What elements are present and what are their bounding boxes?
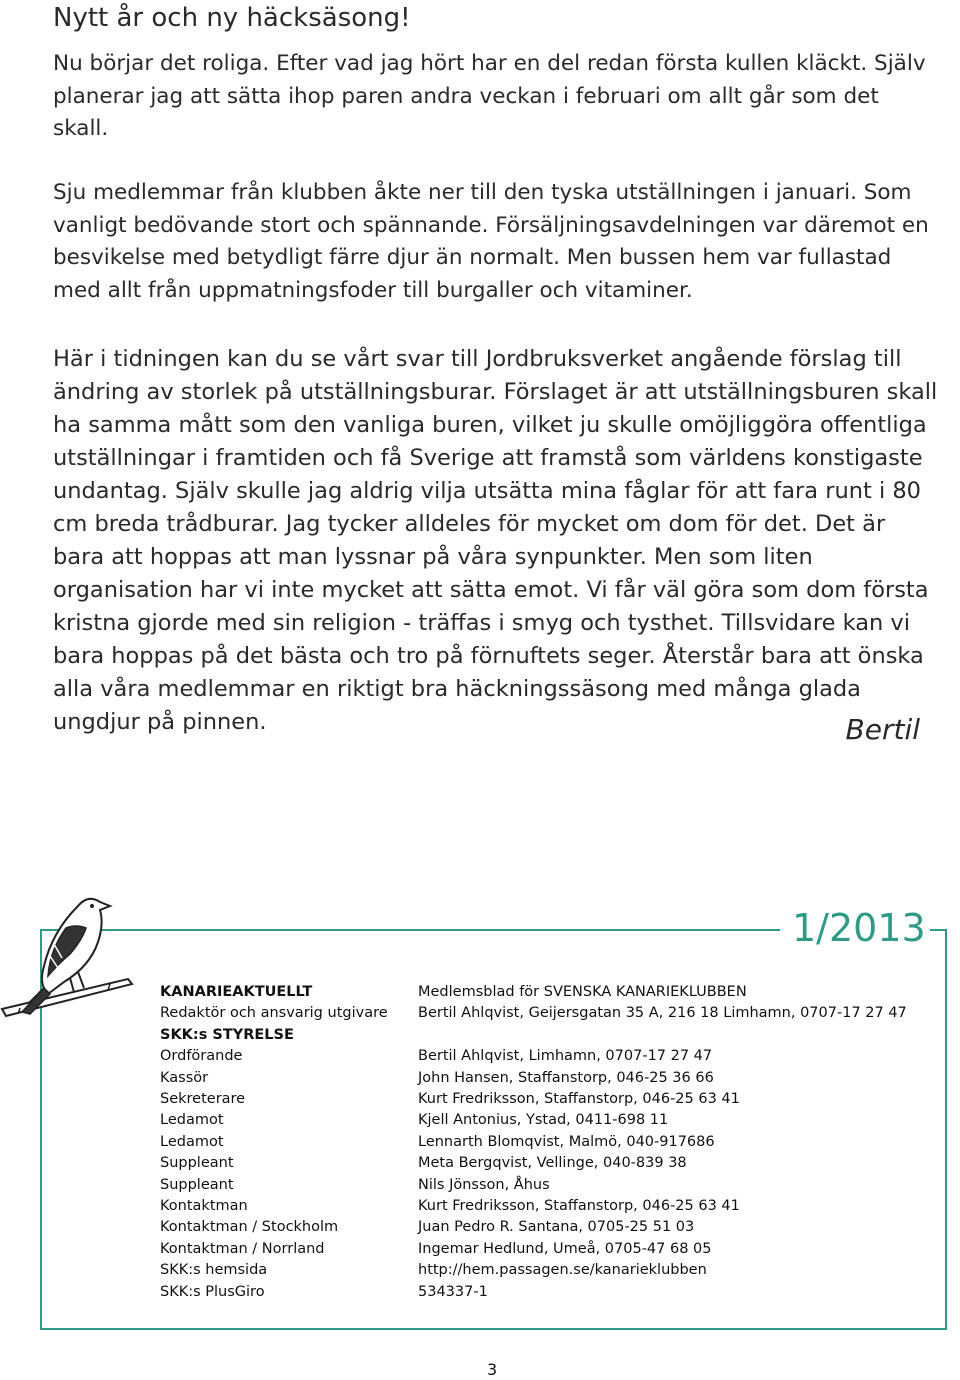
colophon-label: Kontaktman / Stockholm bbox=[160, 1219, 339, 1236]
colophon-row bbox=[160, 1132, 907, 1153]
colophon-row bbox=[160, 1110, 907, 1131]
colophon-row bbox=[160, 1003, 907, 1024]
paragraph-exhibition: Sju medlemmar från klubben åkte ner till den tyska utställningen i januari. Som vanligt bedövande stort och spännande. Försäljningsavdelningen var däremot en besvikelse med betydligt färre djur än normalt. Men bussen hem var fullastad med allt från uppmatningsfoder till burgaller och vitaminer. bbox=[53, 180, 929, 303]
colophon-label: Kontaktman bbox=[160, 1198, 248, 1215]
colophon-label: Kontaktman / Norrland bbox=[160, 1240, 325, 1257]
colophon-label: Sekreterare bbox=[160, 1091, 246, 1108]
colophon-label: Ledamot bbox=[160, 1133, 224, 1150]
colophon-value: Bertil Ahlqvist, Geijersgatan 35 A, 216 18 Limhamn, 0707-17 27 47 bbox=[418, 1005, 907, 1022]
colophon-value: Bertil Ahlqvist, Limhamn, 0707-17 27 47 bbox=[418, 1048, 713, 1065]
colophon-label: SKK:s STYRELSE bbox=[160, 1026, 294, 1043]
colophon-row bbox=[160, 982, 907, 1003]
colophon-row bbox=[160, 1046, 907, 1067]
colophon-row bbox=[160, 1260, 907, 1281]
colophon bbox=[160, 982, 907, 1303]
colophon-row bbox=[160, 1025, 907, 1046]
colophon-value: Medlemsblad för SVENSKA KANARIEKLUBBEN bbox=[418, 984, 747, 1000]
colophon-label: Redaktör och ansvarig utgivare bbox=[160, 1005, 388, 1022]
paragraph-intro: Nu börjar det roliga. Efter vad jag hört har en del redan första kullen kläckt. Själv planerar jag att sätta ihop paren andra veckan i februari om allt går som det skall. bbox=[53, 51, 926, 142]
colophon-value: Lennarth Blomqvist, Malmö, 040-917686 bbox=[418, 1133, 715, 1150]
colophon-row bbox=[160, 1068, 907, 1089]
page-title: Nytt år och ny häcksäsong! bbox=[53, 3, 411, 33]
colophon-label: Suppleant bbox=[160, 1176, 234, 1193]
colophon-row bbox=[160, 1196, 907, 1217]
canary-illustration-icon bbox=[0, 884, 140, 1024]
colophon-value: John Hansen, Staffanstorp, 046-25 36 66 bbox=[418, 1069, 714, 1086]
colophon-frame-top-line bbox=[40, 929, 780, 931]
colophon-row bbox=[160, 1282, 907, 1303]
colophon-value: Ingemar Hedlund, Umeå, 0705-47 68 05 bbox=[418, 1240, 712, 1257]
paragraph-jordbruksverket: Här i tidningen kan du se vårt svar till Jordbruksverket angående förslag till ändring av storlek på utställningsburar. Förslaget är att utställningsburen skall ha samma mått som den vanliga buren, vilket ju skulle omöjliggöra offentliga utställningar i framtiden och få Sverige att framstå som världens konstigaste undantag. Själv skulle jag aldrig vilja utsätta mina fåglar för att fara runt i 80 cm breda trådburar. Jag tycker alldeles för mycket om dom för det. Det är bara att hoppas att man lyssnar på våra synpunkter. Men som liten organisation har vi inte mycket att sätta emot. Vi får väl göra som dom första kristna gjorde med sin religion - träffas i smyg och tysthet. Tillsvidare kan vi bara hoppas på det bästa och tro på förnuftets seger. Återstår bara att önska alla våra medlemmar en riktigt bra häckningssäsong med många glada ungdjur på pinnen. bbox=[53, 346, 938, 735]
colophon-value: 534337-1 bbox=[418, 1283, 488, 1300]
signature: Bertil bbox=[845, 713, 920, 746]
colophon-label: Suppleant bbox=[160, 1155, 234, 1172]
colophon-label: Ledamot bbox=[160, 1112, 224, 1129]
colophon-row bbox=[160, 1217, 907, 1238]
colophon-value: Juan Pedro R. Santana, 0705-25 51 03 bbox=[418, 1219, 695, 1236]
colophon-row bbox=[160, 1239, 907, 1260]
colophon-value: Nils Jönsson, Åhus bbox=[418, 1176, 550, 1193]
colophon-value: Meta Bergqvist, Vellinge, 040-839 38 bbox=[418, 1155, 687, 1172]
colophon-row bbox=[160, 1089, 907, 1110]
colophon-label: SKK:s hemsida bbox=[160, 1262, 268, 1279]
colophon-value: Kjell Antonius, Ystad, 0411-698 11 bbox=[418, 1112, 669, 1129]
colophon-value: Kurt Fredriksson, Staffanstorp, 046-25 63 41 bbox=[418, 1198, 740, 1215]
colophon-label: Ordförande bbox=[160, 1048, 243, 1065]
colophon-value: Kurt Fredriksson, Staffanstorp, 046-25 63 41 bbox=[418, 1091, 740, 1108]
colophon-value[interactable]: http://hem.passagen.se/kanarieklubben bbox=[418, 1262, 707, 1279]
colophon-frame-top-line-right bbox=[930, 929, 947, 931]
colophon-label: SKK:s PlusGiro bbox=[160, 1283, 265, 1300]
issue-number: 1/2013 bbox=[792, 906, 926, 950]
colophon-label: Kassör bbox=[160, 1069, 209, 1086]
page-number: 3 bbox=[487, 1360, 498, 1379]
colophon-row bbox=[160, 1175, 907, 1196]
colophon-row bbox=[160, 1153, 907, 1174]
colophon-label: KANARIEAKTUELLT bbox=[160, 984, 313, 1000]
